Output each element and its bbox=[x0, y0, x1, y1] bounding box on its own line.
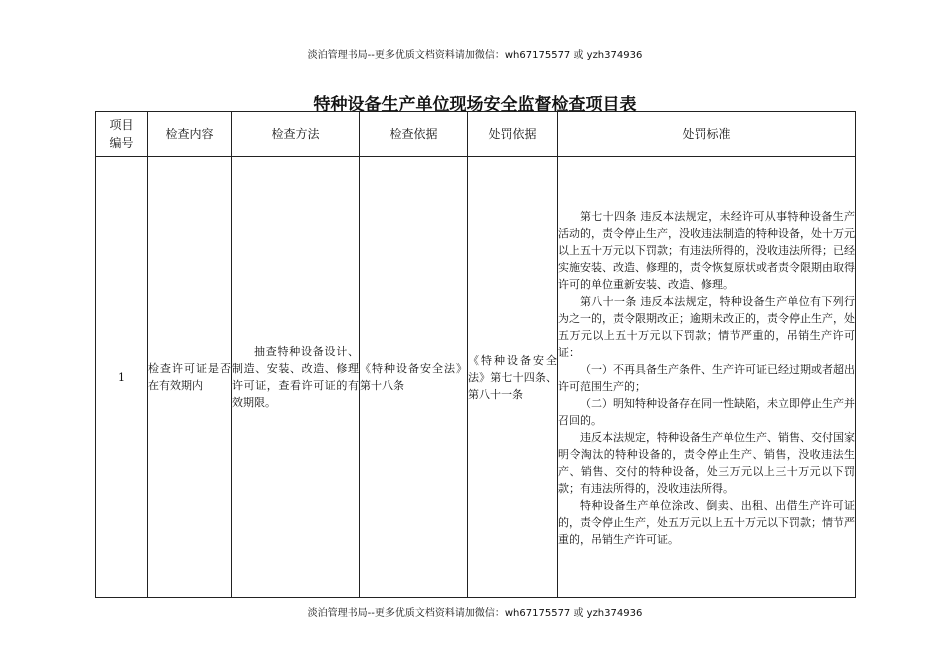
header-item-no-line2: 编号 bbox=[109, 136, 134, 150]
cell-content: 检查许可证是否在有效期内 bbox=[148, 157, 232, 598]
header-penalty-basis: 处罚依据 bbox=[468, 112, 558, 157]
standard-paragraph: （二）明知特种设备存在同一性缺陷，未立即停止生产并召回的。 bbox=[558, 397, 855, 427]
header-item-no-line1: 项目 bbox=[109, 118, 134, 132]
header-content: 检查内容 bbox=[148, 112, 232, 157]
document-title: 特种设备生产单位现场安全监督检查项目表 bbox=[313, 95, 637, 115]
cell-item-no: 1 bbox=[96, 157, 148, 598]
cell-basis: 《特种设备安全法》第十八条 bbox=[360, 157, 468, 598]
footer-watermark: 淡泊管理书局--更多优质文档资料请加微信：wh67175577 或 yzh374936 bbox=[307, 608, 643, 619]
standard-paragraph: （一）不再具备生产条件、生产许可证已经过期或者超出许可范围生产的； bbox=[558, 363, 855, 393]
table-header-row bbox=[96, 112, 856, 157]
standard-paragraph: 第七十四条 违反本法规定，未经许可从事特种设备生产活动的，责令停止生产，没收违法制造的特种设备，处十万元以上五十万元以下罚款；有违法所得的，没收违法所得；已经实施安装、改造、修理的，责令恢复原状或者责令限期由取得许可的单位重新安装、改造、修理。 bbox=[558, 210, 855, 291]
header-watermark: 淡泊管理书局--更多优质文档资料请加微信：wh67175577 或 yzh374936 bbox=[307, 50, 643, 61]
table-row bbox=[96, 157, 856, 598]
header-basis: 检查依据 bbox=[360, 112, 468, 157]
cell-penalty-basis: 《特种设备安全法》第七十四条、第八十一条 bbox=[468, 157, 558, 598]
standard-paragraph: 第八十一条 违反本法规定，特种设备生产单位有下列行为之一的，责令限期改正；逾期未改正的，责令停止生产，处五万元以上五十万元以下罚款；情节严重的，吊销生产许可证： bbox=[558, 295, 855, 359]
header-item-no bbox=[96, 112, 148, 157]
header-penalty-standard: 处罚标准 bbox=[558, 112, 856, 157]
cell-method bbox=[232, 157, 360, 598]
cell-penalty-standard bbox=[558, 157, 856, 598]
header-method: 检查方法 bbox=[232, 112, 360, 157]
inspection-table bbox=[95, 111, 856, 598]
standard-paragraph: 特种设备生产单位涂改、倒卖、出租、出借生产许可证的，责令停止生产，处五万元以上五十万元以下罚款；情节严重的，吊销生产许可证。 bbox=[558, 499, 855, 546]
cell-method-text: 抽查特种设备设计、制造、安装、改造、修理许可证，查看许可证的有效期限。 bbox=[232, 345, 359, 409]
standard-paragraph: 违反本法规定，特种设备生产单位生产、销售、交付国家明令淘汰的特种设备的，责令停止生产、销售，没收违法生产、销售、交付的特种设备，处三万元以上三十万元以下罚款；有违法所得的，没收违法所得。 bbox=[558, 431, 855, 495]
